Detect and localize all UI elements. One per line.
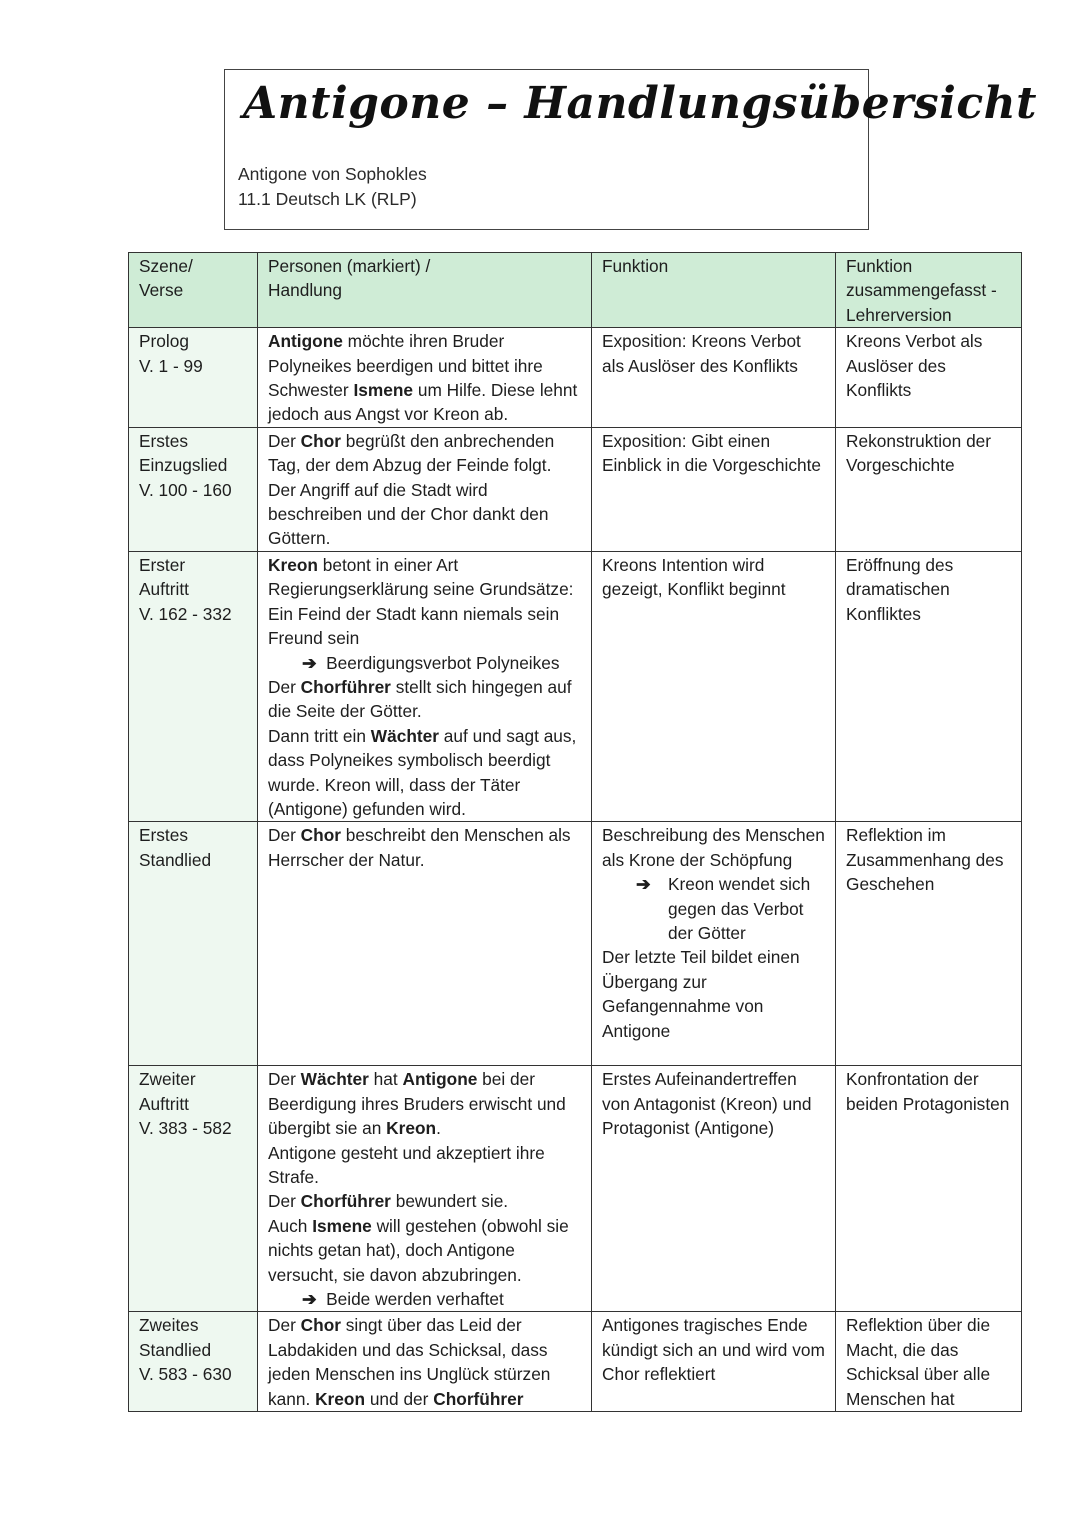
- header-scene: Szene/ Verse: [129, 253, 258, 328]
- subtitle: [238, 162, 427, 211]
- plot-overview-table: [128, 252, 1022, 1412]
- header-summary: Funktion zusammengefasst - Lehrerversion: [836, 253, 1022, 328]
- scene-cell: Prolog V. 1 - 99: [129, 328, 258, 428]
- summary-cell: Konfrontation der beiden Protagonisten: [836, 1066, 1022, 1312]
- function-cell: Beschreibung des Menschen als Krone der Schöpfung ➔ Kreon wendet sich gegen das Verbot der Götter Der letzte Teil bildet einen Übergang zur Gefangennahme von Antigone: [592, 822, 836, 1066]
- scene-cell: Erstes Einzugslied V. 100 - 160: [129, 427, 258, 551]
- table-row: [129, 1066, 1022, 1312]
- subtitle-work: Antigone von Sophokles: [238, 164, 427, 184]
- summary-cell: Rekonstruktion der Vorgeschichte: [836, 427, 1022, 551]
- summary-cell: Reflektion im Zusammenhang des Geschehen: [836, 822, 1022, 1066]
- header-function: Funktion: [592, 253, 836, 328]
- scene-cell: Zweiter Auftritt V. 383 - 582: [129, 1066, 258, 1312]
- table-row: [129, 1312, 1022, 1412]
- subtitle-course: 11.1 Deutsch LK (RLP): [238, 188, 417, 209]
- plot-cell: Kreon betont in einer Art Regierungserklärung seine Grundsätze: Ein Feind der Stadt kann niemals sein Freund sein ➔ Beerdigungsverbot Polyneikes Der Chorführer stellt sich hingegen auf die Seite der Götter. Dann tritt ein Wächter auf und sagt aus, dass Polyneikes symbolisch beerdigt wurde. Kreon will, dass der Täter (Antigone) gefunden wird.: [258, 551, 592, 821]
- function-cell: Exposition: Gibt einen Einblick in die Vorgeschichte: [592, 427, 836, 551]
- table-row: [129, 822, 1022, 1066]
- function-cell: Erstes Aufeinandertreffen von Antagonist (Kreon) und Protagonist (Antigone): [592, 1066, 836, 1312]
- function-cell: Exposition: Kreons Verbot als Auslöser des Konflikts: [592, 328, 836, 428]
- arrow-right-icon: ➔: [636, 874, 651, 895]
- summary-cell: Kreons Verbot als Auslöser des Konflikts: [836, 328, 1022, 428]
- title-box: [224, 69, 1037, 230]
- scene-cell: Erstes Standlied: [129, 822, 258, 1066]
- table-row: [129, 551, 1022, 821]
- plot-cell: Antigone möchte ihren Bruder Polyneikes beerdigen und bittet ihre Schwester Ismene um Hilfe. Diese lehnt jedoch aus Angst vor Kreon ab.: [258, 328, 592, 428]
- header-persons: Personen (markiert) / Handlung: [258, 253, 592, 328]
- summary-cell: Eröffnung des dramatischen Konfliktes: [836, 551, 1022, 821]
- scene-cell: Zweites Standlied V. 583 - 630: [129, 1312, 258, 1412]
- plot-cell: Der Wächter hat Antigone bei der Beerdigung ihres Bruders erwischt und übergibt sie an Kreon. Antigone gesteht und akzeptiert ihre Strafe. Der Chorführer bewundert sie. Auch Ismene will gestehen (obwohl sie nichts getan hat), doch Antigone versucht, sie davon abzubringen. ➔ Beide werden verhaftet: [258, 1066, 592, 1312]
- table-row: [129, 328, 1022, 428]
- summary-cell: Reflektion über die Macht, die das Schicksal über alle Menschen hat: [836, 1312, 1022, 1412]
- arrow-right-icon: ➔: [302, 652, 317, 673]
- function-cell: Kreons Intention wird gezeigt, Konflikt beginnt: [592, 551, 836, 821]
- table-row: [129, 427, 1022, 551]
- page-title: Antigone – Handlungsübersicht: [243, 78, 1037, 129]
- plot-cell: Der Chor beschreibt den Menschen als Herrscher der Natur.: [258, 822, 592, 1066]
- plot-cell: Der Chor singt über das Leid der Labdakiden und das Schicksal, dass jeden Menschen ins Unglück stürzen kann. Kreon und der Chorführer: [258, 1312, 592, 1412]
- function-cell: Antigones tragisches Ende kündigt sich an und wird vom Chor reflektiert: [592, 1312, 836, 1412]
- table-header-row: [129, 253, 1022, 328]
- plot-cell: Der Chor begrüßt den anbrechenden Tag, der dem Abzug der Feinde folgt. Der Angriff auf die Stadt wird beschreiben und der Chor dankt den Göttern.: [258, 427, 592, 551]
- arrow-right-icon: ➔: [302, 1289, 317, 1309]
- scene-cell: Erster Auftritt V. 162 - 332: [129, 551, 258, 821]
